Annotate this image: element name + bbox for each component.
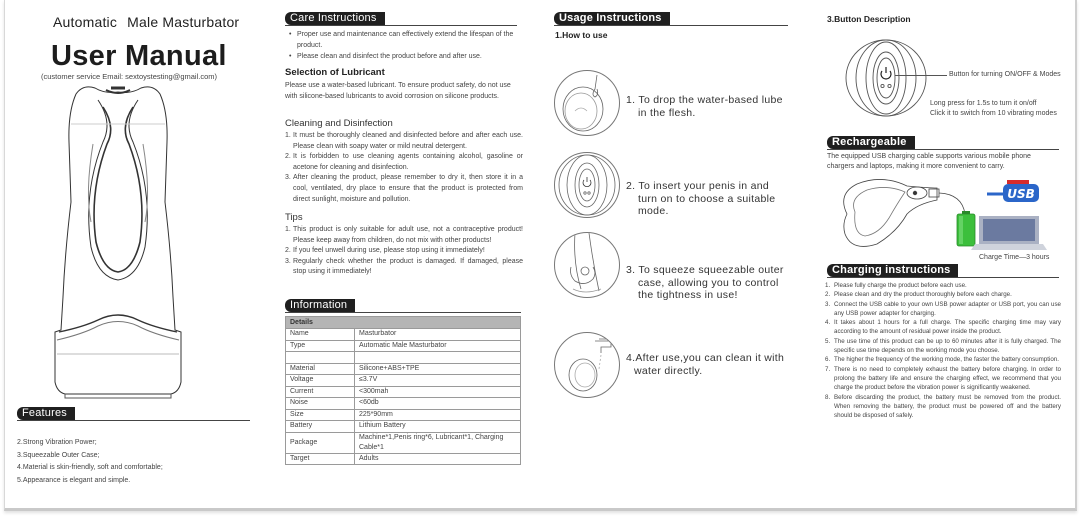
row-value: <300mah xyxy=(355,386,521,398)
row-key: Target xyxy=(286,453,355,465)
charge-time-label: Charge Time—3 hours xyxy=(979,254,1050,261)
row-value: <60db xyxy=(355,398,521,410)
charging-item: 2. Please clean and dry the product thoroughly before each charge. xyxy=(825,291,1012,299)
row-key: Noise xyxy=(286,398,355,410)
power-button-illustration-icon xyxy=(554,152,620,218)
table-row xyxy=(286,421,521,433)
care-instructions-label: Care Instructions xyxy=(285,12,385,25)
row-value: 225*90mm xyxy=(355,409,521,421)
tip-item: 2. If you feel unwell during use, please stop using it immediately! xyxy=(285,247,485,255)
usb-charging-illustration-icon xyxy=(837,174,1057,252)
usage-heading-rule xyxy=(554,25,788,26)
row-value: Adults xyxy=(355,453,521,465)
row-key: Package xyxy=(286,432,355,453)
usage-step-4 xyxy=(554,332,804,402)
charging-item: 3. Connect the USB cable to your own USB power adapter or USB port, you can use any USB power adapter for charging. xyxy=(825,300,1061,317)
cleaning-list xyxy=(285,131,523,205)
table-header-row xyxy=(286,317,521,329)
squeeze-hand-illustration-icon xyxy=(554,232,620,298)
charging-instructions-heading xyxy=(827,264,1059,277)
charging-item: 5. The use time of this product can be up to 60 minutes after it is fully charged. The specific use time depends on the working mode you choose. xyxy=(825,337,1061,355)
row-value: Lithium Battery xyxy=(355,421,521,433)
information-heading-label: Information xyxy=(285,299,355,312)
table-header-cell: Details xyxy=(286,317,521,329)
care-panel xyxy=(279,0,549,508)
information-heading-rule xyxy=(285,312,521,313)
table-row xyxy=(286,329,521,341)
customer-service-email: (customer service Email: sextoystesting@gmail.com) xyxy=(41,72,217,81)
usage-step-3 xyxy=(554,232,804,302)
rechargeable-heading xyxy=(827,136,1059,149)
cover-panel xyxy=(5,0,273,508)
cleaning-heading: Cleaning and Disinfection xyxy=(285,118,393,129)
cleaning-item: 1. It must be thoroughly cleaned and disinfected before and after each use. Please clean with soapy water or mild neutral detergent. xyxy=(285,132,523,150)
product-subtitle xyxy=(53,14,239,30)
usage-step-1 xyxy=(554,70,804,140)
table-row xyxy=(286,432,521,453)
usage-instructions-label: Usage Instructions xyxy=(554,12,670,25)
information-heading xyxy=(285,299,521,312)
row-key: Material xyxy=(286,363,355,375)
feature-item: 3.Squeezable Outer Case; xyxy=(17,451,100,459)
usage-step-text: 4.After use,you can clean it with water directly. xyxy=(626,352,785,377)
usage-step-text: 2. To insert your penis in and turn on to choose a suitable mode. xyxy=(626,180,776,217)
care-heading-rule xyxy=(285,25,517,26)
row-value: Silicone+ABS+TPE xyxy=(355,363,521,375)
row-key: Battery xyxy=(286,421,355,433)
page-title: User Manual xyxy=(51,40,227,72)
table-row xyxy=(286,375,521,387)
manual-sheet xyxy=(4,0,1077,511)
button-callout-label: Button for turning ON/OFF & Modes xyxy=(949,71,1061,78)
water-tap-illustration-icon xyxy=(554,332,620,398)
row-value: ≤3.7V xyxy=(355,375,521,387)
charging-list xyxy=(825,281,1061,420)
usage-panel xyxy=(550,0,810,508)
rechargeable-heading-label: Rechargeable xyxy=(827,136,915,149)
usb-logo-text: USB xyxy=(1007,187,1035,201)
features-list xyxy=(17,437,163,487)
usage-step-text: 1. To drop the water-based lube in the flesh. xyxy=(626,94,783,119)
rechargeable-heading-rule xyxy=(827,149,1059,150)
button-usage-note: Long press for 1.5s to turn it on/off Click it to switch from 10 vibrating modes xyxy=(930,100,1057,117)
table-row xyxy=(286,409,521,421)
rechargeable-text: The equipped USB charging cable supports various mobile phone chargers and laptops, making it more convenient to carry. xyxy=(827,153,1031,170)
table-row xyxy=(286,363,521,375)
feature-item: 5.Appearance is elegant and simple. xyxy=(17,476,131,484)
usage-instructions-heading xyxy=(554,12,788,25)
row-key: Type xyxy=(286,340,355,352)
button-leader-line xyxy=(895,75,947,76)
charging-item: 1. Please fully charge the product before each use. xyxy=(825,282,967,289)
cleaning-item: 2. It is forbidden to use cleaning agents containing alcohol, gasoline or acetone for cleaning and disinfection. xyxy=(285,153,523,171)
row-value: Automatic Male Masturbator xyxy=(355,340,521,352)
button-charging-panel xyxy=(817,0,1079,508)
table-row xyxy=(286,453,521,465)
table-row xyxy=(286,386,521,398)
features-heading-label: Features xyxy=(17,407,75,420)
subtitle-product-name: Male Masturbator xyxy=(127,14,240,30)
usage-step-2 xyxy=(554,152,804,222)
care-bullet: • Please clean and disinfect the product before and after use. xyxy=(289,51,523,62)
row-value: Masturbator xyxy=(355,329,521,341)
row-key: Name xyxy=(286,329,355,341)
row-key: Voltage xyxy=(286,375,355,387)
how-to-use-heading: 1.How to use xyxy=(555,30,608,40)
table-row xyxy=(286,398,521,410)
row-key: Current xyxy=(286,386,355,398)
tip-item: 3. Regularly check whether the product is damaged. If damaged, please stop using it immediately! xyxy=(285,257,523,276)
care-bullets xyxy=(289,29,523,63)
usage-step-text: 3. To squeeze squeezable outer case, allowing you to control the tightness in use! xyxy=(626,264,784,301)
row-value xyxy=(355,352,521,364)
table-row xyxy=(286,352,521,364)
lubricant-heading: Selection of Lubricant xyxy=(285,67,385,78)
feature-item: 4.Material is skin-friendly, soft and comfortable; xyxy=(17,464,163,471)
care-instructions-heading xyxy=(285,12,517,25)
tips-heading: Tips xyxy=(285,212,303,223)
charging-item: 7. There is no need to completely exhaust the battery before charging. In order to prolong the battery life and ensure the charging effect, we recommend that you charge the product before the vibration power is significantly weakened. xyxy=(825,365,1061,392)
row-value: Machine*1,Penis ring*6, Lubricant*1, Charging Cable*1 xyxy=(355,432,521,453)
device-button-illustration-icon xyxy=(845,38,927,118)
button-description-heading: 3.Button Description xyxy=(827,14,911,24)
row-key xyxy=(286,352,355,364)
tip-item: 1. This product is only suitable for adult use, not a contraceptive product! Please keep away from children, do not mix with other products! xyxy=(285,226,523,244)
features-heading-rule xyxy=(17,420,250,421)
lubricant-text: Please use a water-based lubricant. To ensure product safety, do not use with silicone-based lubricants to avoid corrosion on silicone products. xyxy=(285,82,511,101)
tips-list xyxy=(285,225,523,278)
cleaning-item: 3. After cleaning the product, please remember to dry it, then store it in a cool, ventilated, dry place to ensure that the product is protected from direct sunlight, moisture and pollution. xyxy=(285,174,523,203)
care-bullet: • Proper use and maintenance can effectively extend the lifespan of the product. xyxy=(289,29,523,51)
device-illustration-icon xyxy=(43,82,193,402)
subtitle-word-automatic: Automatic xyxy=(53,14,118,30)
table-row xyxy=(286,340,521,352)
row-key: Size xyxy=(286,409,355,421)
charging-item: 4. It takes about 1 hours for a full charge. The specific charging time may vary according to the amount of residual power inside the product. xyxy=(825,319,1061,336)
charging-item: 6. The higher the frequency of the working mode, the faster the battery consumption. xyxy=(825,356,1059,364)
charging-item: 8. Before discarding the product, the battery must be removed from the product. When removing the battery, the product must be powered off and the battery should be disposed of safely. xyxy=(825,393,1061,420)
features-heading xyxy=(17,407,250,420)
details-table xyxy=(285,316,521,465)
feature-item: 2.Strong Vibration Power; xyxy=(17,439,97,446)
charging-heading-rule xyxy=(827,277,1059,278)
lube-drop-illustration-icon xyxy=(554,70,620,136)
charging-instructions-label: Charging instructions xyxy=(827,264,958,277)
